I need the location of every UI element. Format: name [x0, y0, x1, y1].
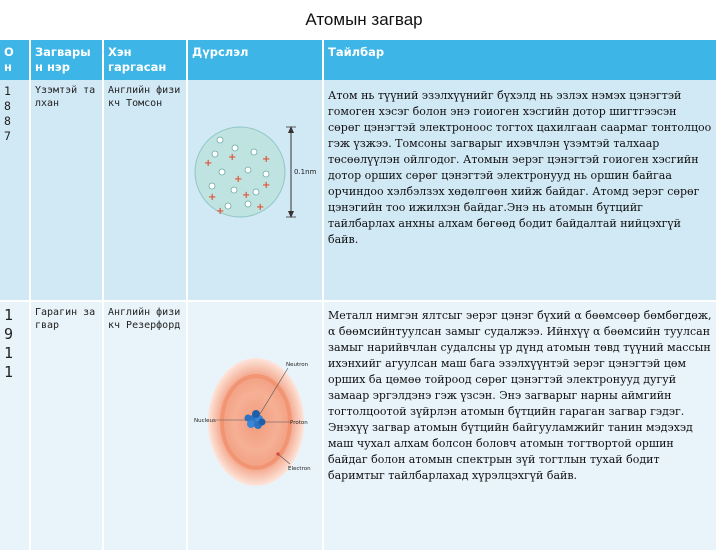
model-name: Үзэмтэй талхан	[35, 85, 96, 109]
plus-charge-icon: +	[228, 152, 237, 163]
year-cell	[0, 80, 30, 301]
plus-charge-icon: +	[262, 180, 271, 191]
header-model-name: Загвары н нэр	[30, 40, 103, 80]
table-row-rutherford	[0, 301, 717, 551]
year-digit: 1	[4, 344, 14, 362]
label-proton: Proton	[290, 420, 308, 426]
label-electron: Electron	[288, 466, 311, 472]
year-digit: 8	[4, 99, 11, 113]
label-nucleus: Nucleus	[194, 418, 216, 424]
model-name: Гарагин загвар	[35, 307, 96, 331]
illustration-cell	[187, 80, 323, 301]
author-name: Английн физикч Томсон	[108, 85, 181, 109]
author-cell	[103, 80, 187, 301]
plus-charge-icon: +	[208, 192, 217, 203]
description-cell	[323, 301, 717, 551]
description-cell	[323, 80, 717, 301]
thomson-model-diagram	[190, 124, 322, 254]
description-text: Металл нимгэн ялтсыг эерэг цэнэг бүхий α бөөмсөөр бөмбөгдөж,	[328, 309, 712, 322]
plus-charge-icon: +	[256, 202, 265, 213]
label-neutron: Neutron	[286, 362, 309, 368]
atom-models-table	[0, 40, 718, 552]
plus-charge-icon: +	[242, 190, 251, 201]
header-description: Тайлбар	[323, 40, 717, 80]
model-name-cell	[30, 80, 103, 301]
year-digit: 7	[4, 129, 11, 143]
author-cell	[103, 301, 187, 551]
illustration-cell	[187, 301, 323, 551]
header-illustration: Дүрслэл	[187, 40, 323, 80]
year-digit: 1	[4, 84, 11, 98]
plus-charge-icon: +	[204, 158, 213, 169]
description-text: Атом нь түүний эзэлхүүнийг бүхэлд нь эзлэх нэмэх цэнэгтэй гомоген хэсэг болон энэ гоиоген хэсгийн дотор шигтгээсэн сөрөг цэнэгтэй электроноос тогтох цахилгаан саармаг тонтолцоо гэж үзжээ. Томсоны загварыг ихэвчлэн үзэмтэй талхаар төсөөлүүлэн ойлгодог. Атомын эерэг цэнэгтэй гоиоген хэсгийн дотор орших сөрөг цэнэгтэй электронууд нь оршин байгаа орчиндоо хэлбэлзэх хөдөлгөөн хийж байдаг. Атомд эерэг сөрөг цэнэгийн тоо ижилхэн байдаг.Энэ нь атомын бүтцийг тайлбарлах анхны алхам бөгөөд бодит байдалтай нийцэхгүй байв.	[328, 89, 712, 246]
plus-charge-icon: +	[234, 174, 243, 185]
header-year: О н	[0, 40, 30, 80]
table-header-row	[0, 40, 717, 80]
year-digit: 1	[4, 363, 14, 381]
year-digit: 8	[4, 114, 11, 128]
plus-charge-icon: +	[262, 154, 271, 165]
year-digit: 1	[4, 306, 14, 324]
year-cell	[0, 301, 30, 551]
description-text: α бөөмсийнтуулсан замыг судалжээ. Ийнхүү α бөөмсийн туулсан замыг нарийвчлан судалсны үр дүнд атомын төвд түүний массын ихэнхийг агуулсан маш бага эзэлхүүнтэй эерэг цэнэгтэй цөм орших ба цөмөө тойроод сөрөг цэнэгтэй электронууд дугуй замаар эргэлдэнэ гэж үзсэн. Энэ загварыг нарны аймгийн тогтолцоотой зүйрлэн атомын бүтцийн гараган загвар гэдэг. Энэхүү загвар атомын бүтцийн байгууламжийг танин мэдэхэд маш чухал алхам болсон боловч атомын тогтвортой оршин байдаг болон атомын спектрын зүй тогтлын тухай бодит баримтыг тайлбарлахад хүрэлцэхгүй байв.	[328, 325, 711, 482]
model-name-cell	[30, 301, 103, 551]
plus-charge-icon: +	[216, 206, 225, 217]
rutherford-model-diagram	[190, 352, 322, 492]
electron-icon	[276, 452, 279, 455]
scale-label: 0.1nm	[294, 168, 317, 176]
table-row-thomson	[0, 80, 717, 301]
slide-title: Атомын загвар	[305, 10, 423, 29]
year-digit: 9	[4, 325, 14, 343]
author-name: Английн физикч Резерфорд	[108, 307, 181, 331]
header-author: Хэн гаргасан	[103, 40, 187, 80]
